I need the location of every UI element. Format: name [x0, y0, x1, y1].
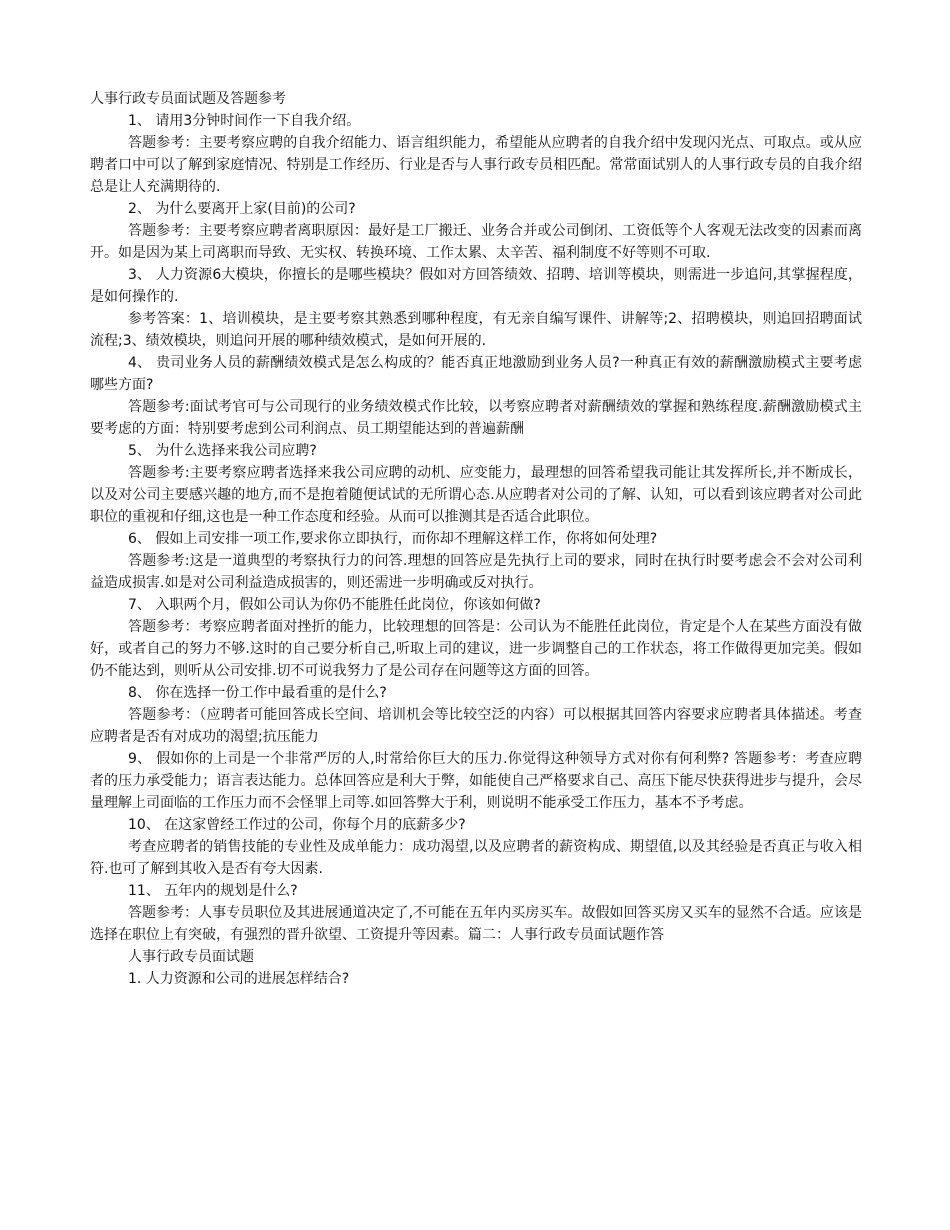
answer-1: 答题参考：主要考察应聘的自我介绍能力、语言组织能力，希望能从应聘者的自我介绍中发现闪光点、可取点。或从应聘者口中可以了解到家庭情况、特别是工作经历、行业是否与人事行政专员相匹配。常常面试别人的人事行政专员的自我介绍总是让人充满期待的.	[90, 135, 862, 195]
question-8: 8、 你在选择一份工作中最看重的是什么?	[128, 685, 387, 701]
answer-10: 考查应聘者的销售技能的专业性及成单能力：成功渴望,以及应聘者的薪资构成、期望值,以及其经验是否真正与收入相符.也可了解到其收入是否有夸大因素.	[90, 839, 862, 877]
document-page	[90, 88, 862, 990]
answer-7: 答题参考：考察应聘者面对挫折的能力，比较理想的回答是：公司认为不能胜任此岗位，肯定是个人在某些方面没有做好，或者自己的努力不够.这时的自己要分析自己,听取上司的建议，进一步调整自己的工作状态，将工作做得更加完美。假如仍不能达到，则听从公司安排.切不可说我努力了是公司存在问题等这方面的回答。	[90, 619, 862, 679]
answer-6: 答题参考:这是一道典型的考察执行力的问答.理想的回答应是先执行上司的要求，同时在执行时要考虑会不会对公司利益造成损害.如是对公司利益造成损害的，则还需进一步明确或反对执行。	[90, 553, 862, 591]
question-5: 5、 为什么选择来我公司应聘?	[128, 443, 317, 459]
question-4: 4、 贵司业务人员的薪酬绩效模式是怎么构成的？能否真正地激励到业务人员?一种真正有效的薪酬激励模式主要考虑哪些方面?	[90, 355, 862, 393]
question-3: 3、 人力资源6大模块，你擅长的是哪些模块？假如对方回答绩效、招聘、培训等模块，则需进一步追问,其掌握程度，是如何操作的.	[90, 267, 862, 305]
document-title: 人事行政专员面试题及答题参考	[90, 91, 286, 107]
answer-4: 答题参考:面试考官可与公司现行的业务绩效模式作比较，以考察应聘者对薪酬绩效的掌握和熟练程度.薪酬激励模式主要考虑的方面：特别要考虑到公司利润点、员工期望能达到的普遍薪酬	[90, 399, 862, 437]
answer-2: 答题参考：主要考察应聘者离职原因：最好是工厂搬迁、业务合并或公司倒闭、工资低等个人客观无法改变的因素而离开。如是因为某上司离职而导致、无实权、转换环境、工作太累、太辛苦、福利制度不好等则不可取.	[90, 223, 862, 261]
section-2-question-1: 1. 人力资源和公司的进展怎样结合?	[128, 971, 350, 987]
answer-5: 答题参考:主要考察应聘者选择来我公司应聘的动机、应变能力，最理想的回答希望我司能让其发挥所长,并不断成长，以及对公司主要感兴趣的地方,而不是抱着随便试试的无所谓心态.从应聘者对公司的了解、认知，可以看到该应聘者对公司此职位的重视和仔细,这也是一种工作态度和经验。从而可以推测其是否适合此职位。	[90, 465, 862, 525]
section-2-heading: 人事行政专员面试题	[128, 949, 254, 965]
question-1: 1、 请用3分钟时间作一下自我介绍。	[128, 113, 361, 129]
question-7: 7、 入职两个月，假如公司认为你仍不能胜任此岗位，你该如何做?	[128, 597, 541, 613]
answer-11: 答题参考：人事专员职位及其进展通道决定了,不可能在五年内买房买车。故假如回答买房又买车的显然不合适。应该是选择在职位上有突破，有强烈的晋升欲望、工资提升等因素。篇二：人事行政专员面试题作答	[90, 905, 862, 943]
question-6: 6、 假如上司安排一项工作,要求你立即执行，而你却不理解这样工作，你将如何处理?	[128, 531, 658, 547]
question-11: 11、 五年内的规划是什么?	[128, 883, 298, 899]
answer-8: 答题参考：（应聘者可能回答成长空间、培训机会等比较空泛的内容）可以根据其回答内容要求应聘者具体描述。考查应聘者是否有对成功的渴望;抗压能力	[90, 707, 862, 745]
question-10: 10、 在这家曾经工作过的公司，你每个月的底薪多少?	[128, 817, 466, 833]
answer-3: 参考答案：1、培训模块，是主要考察其熟悉到哪种程度，有无亲自编写课件、讲解等;2、招聘模块，则追回招聘面试流程;3、绩效模块，则追问开展的哪种绩效模式，是如何开展的.	[90, 311, 862, 349]
question-9: 9、 假如你的上司是一个非常严厉的人,时常给你巨大的压力.你觉得这种领导方式对你有何利弊? 答题参考：考查应聘者的压力承受能力；语言表达能力。总体回答应是利大于弊，如能使自己严格要求自己、高压下能尽快获得进步与提升，会尽量理解上司面临的工作压力而不会怪罪上司等.如回答弊大于利，则说明不能承受工作压力，基本不予考虑。	[90, 751, 862, 811]
question-2: 2、 为什么要离开上家(目前)的公司?	[128, 201, 356, 217]
